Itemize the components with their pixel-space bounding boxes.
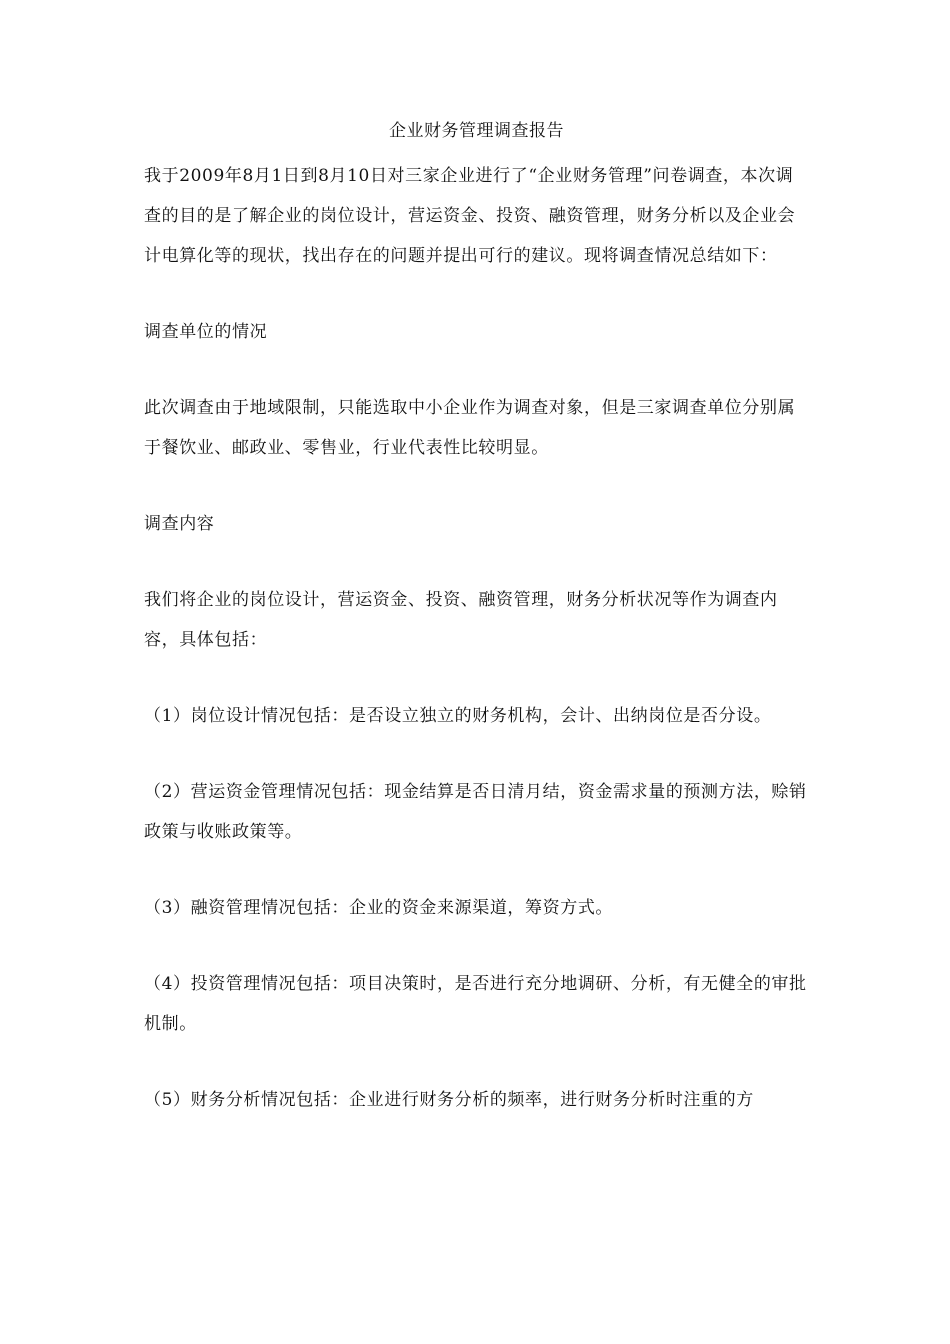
list-item: （1）岗位设计情况包括：是否设立独立的财务机构，会计、出纳岗位是否分设。 [144, 706, 772, 726]
list-item: （3）融资管理情况包括：企业的资金来源渠道，筹资方式。 [144, 898, 614, 918]
list-item: （4）投资管理情况包括：项目决策时，是否进行充分地调研、分析，有无健全的审批机制。 [144, 974, 807, 1034]
list-item: （5）财务分析情况包括：企业进行财务分析的频率，进行财务分析时注重的方 [144, 1090, 754, 1110]
section-heading-content: 调查内容 [144, 514, 215, 534]
document-title: 企业财务管理调查报告 [389, 121, 564, 141]
section-paragraph-units: 此次调查由于地域限制，只能选取中小企业作为调查对象，但是三家调查单位分别属于餐饮业、邮政业、零售业，行业代表性比较明显。 [144, 398, 796, 458]
section-heading-units: 调查单位的情况 [144, 322, 268, 342]
document-body [144, 112, 809, 1120]
intro-paragraph: 我于2009年8月1日到8月10日对三家企业进行了“企业财务管理”问卷调查，本次调查的目的是了解企业的岗位设计，营运资金、投资、融资管理，财务分析以及企业会计电算化等的现状，找出存在的问题并提出可行的建议。现将调查情况总结如下： [144, 166, 796, 266]
section-paragraph-content: 我们将企业的岗位设计，营运资金、投资、融资管理，财务分析状况等作为调查内容，具体包括： [144, 590, 778, 650]
list-item: （2）营运资金管理情况包括：现金结算是否日清月结，资金需求量的预测方法，赊销政策与收账政策等。 [144, 782, 807, 842]
